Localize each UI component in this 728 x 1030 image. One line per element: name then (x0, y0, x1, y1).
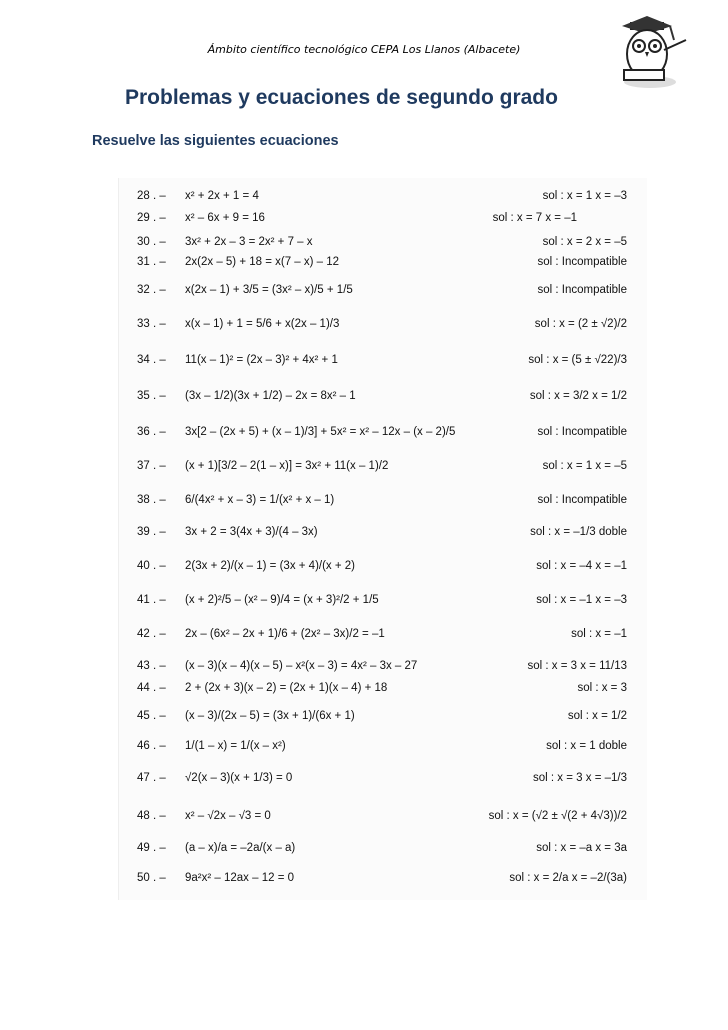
problem-number: 49 . – (137, 842, 166, 854)
page-subtitle: Resuelve las siguientes ecuaciones (92, 133, 339, 149)
problem-number: 43 . – (137, 660, 166, 672)
problem-equation: x(2x – 1) + 3/5 = (3x² – x)/5 + 1/5 (185, 284, 353, 296)
problem-number: 32 . – (137, 284, 166, 296)
problem-solution: sol : x = –a x = 3a (536, 842, 627, 854)
problem-equation: 2 + (2x + 3)(x – 2) = (2x + 1)(x – 4) + 18 (185, 682, 388, 694)
problem-number: 41 . – (137, 594, 166, 606)
problem-solution: sol : x = 2 x = –5 (542, 236, 627, 248)
problem-solution: sol : Incompatible (537, 426, 627, 438)
problem-solution: sol : Incompatible (537, 284, 627, 296)
problem-number: 31 . – (137, 256, 166, 268)
problem-equation: x(x – 1) + 1 = 5/6 + x(2x – 1)/3 (185, 318, 340, 330)
problem-number: 46 . – (137, 740, 166, 752)
problem-equation: 3x[2 – (2x + 5) + (x – 1)/3] + 5x² = x² – 12x – (x – 2)/5 (185, 426, 456, 438)
problem-solution: sol : x = (√2 ± √(2 + 4√3))/2 (488, 810, 627, 822)
problem-number: 45 . – (137, 710, 166, 722)
problem-solution: sol : x = –1 (571, 628, 627, 640)
problem-solution: sol : x = –4 x = –1 (536, 560, 627, 572)
problem-solution: sol : x = (2 ± √2)/2 (534, 318, 627, 330)
problem-equation: (x + 2)²/5 – (x² – 9)/4 = (x + 3)²/2 + 1/5 (185, 594, 379, 606)
problem-equation: x² – 6x + 9 = 16 (185, 212, 265, 224)
problem-number: 37 . – (137, 460, 166, 472)
problem-equation: x² + 2x + 1 = 4 (185, 190, 259, 202)
problem-number: 50 . – (137, 872, 166, 884)
problem-solution: sol : x = –1 x = –3 (536, 594, 627, 606)
problem-solution: sol : x = 3 x = –1/3 (533, 772, 627, 784)
owl-graduate-logo (612, 10, 692, 92)
problem-solution: sol : x = 1 x = –3 (542, 190, 627, 202)
problem-number: 28 . – (137, 190, 166, 202)
problem-solution: sol : x = 3 (577, 682, 627, 694)
problem-equation: (a – x)/a = –2a/(x – a) (185, 842, 296, 854)
problem-equation: 2x – (6x² – 2x + 1)/6 + (2x² – 3x)/2 = –1 (185, 628, 385, 640)
problem-equation: 3x + 2 = 3(4x + 3)/(4 – 3x) (185, 526, 318, 538)
problem-equation: (x + 1)[3/2 – 2(1 – x)] = 3x² + 11(x – 1)/2 (185, 460, 389, 472)
problem-solution: sol : x = –1/3 doble (530, 526, 627, 538)
problem-equation: 2(3x + 2)/(x – 1) = (3x + 4)/(x + 2) (185, 560, 356, 572)
problem-equation: 2x(2x – 5) + 18 = x(7 – x) – 12 (185, 256, 340, 268)
problem-solution: sol : x = 1 doble (546, 740, 627, 752)
problem-solution: sol : Incompatible (537, 494, 627, 506)
problem-solution: sol : x = 2/a x = –2/(3a) (509, 872, 627, 884)
problem-equation: 1/(1 – x) = 1/(x – x²) (185, 740, 286, 752)
page-title: Problemas y ecuaciones de segundo grado (125, 86, 558, 109)
problem-equation: (3x – 1/2)(3x + 1/2) – 2x = 8x² – 1 (185, 390, 356, 402)
problem-solution: sol : Incompatible (537, 256, 627, 268)
problem-number: 47 . – (137, 772, 166, 784)
problem-equation: 3x² + 2x – 3 = 2x² + 7 – x (185, 236, 313, 248)
problem-number: 48 . – (137, 810, 166, 822)
problem-number: 42 . – (137, 628, 166, 640)
problem-number: 38 . – (137, 494, 166, 506)
problem-number: 44 . – (137, 682, 166, 694)
problem-equation: (x – 3)/(2x – 5) = (3x + 1)/(6x + 1) (185, 710, 355, 722)
problem-number: 33 . – (137, 318, 166, 330)
problem-equation: √2(x – 3)(x + 1/3) = 0 (185, 772, 293, 784)
problem-number: 30 . – (137, 236, 166, 248)
problem-equation: x² – √2x – √3 = 0 (185, 810, 271, 822)
problem-solution: sol : x = 3 x = 11/13 (527, 660, 627, 672)
problem-solution: sol : x = 1/2 (567, 710, 627, 722)
problem-solution: sol : x = 3/2 x = 1/2 (529, 390, 627, 402)
problem-number: 34 . – (137, 354, 166, 366)
problem-equation: (x – 3)(x – 4)(x – 5) – x²(x – 3) = 4x² – 3x – 27 (185, 660, 418, 672)
problem-equation: 6/(4x² + x – 3) = 1/(x² + x – 1) (185, 494, 335, 506)
problem-number: 39 . – (137, 526, 166, 538)
problem-solution: sol : x = 1 x = –5 (542, 460, 627, 472)
problem-solution: sol : x = 7 x = –1 (492, 212, 577, 224)
header-text: Ámbito científico tecnológico CEPA Los Llanos (Albacete) (207, 43, 521, 56)
problem-number: 29 . – (137, 212, 166, 224)
problem-number: 40 . – (137, 560, 166, 572)
equations-scan (118, 178, 647, 900)
problem-equation: 9a²x² – 12ax – 12 = 0 (185, 872, 295, 884)
problem-number: 35 . – (137, 390, 166, 402)
problem-equation: 11(x – 1)² = (2x – 3)² + 4x² + 1 (185, 354, 338, 366)
problem-number: 36 . – (137, 426, 166, 438)
problem-solution: sol : x = (5 ± √22)/3 (528, 354, 627, 366)
